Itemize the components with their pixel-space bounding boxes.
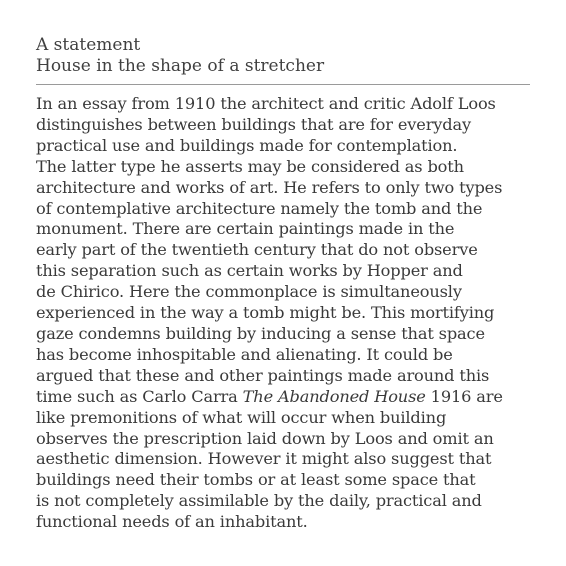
body-line: distinguishes between buildings that are for everyday (36, 114, 472, 134)
body-line: functional needs of an inhabitant. (36, 512, 308, 532)
body-line: gaze condemns building by inducing a sense that space (36, 323, 485, 343)
body-line: The latter type he asserts may be considered as both (36, 156, 464, 176)
body-line: architecture and works of art. He refers to only two types (36, 177, 503, 197)
body-line: monument. There are certain paintings made in the (36, 219, 455, 239)
body-line: this separation such as certain works by Hopper and (36, 261, 463, 281)
body-line: buildings need their tombs or at least some space that (36, 470, 476, 490)
statement-header (36, 35, 536, 77)
body-line: argued that these and other paintings made around this (36, 365, 490, 385)
body-line: observes the prescription laid down by Loos and omit an (36, 428, 494, 448)
body-line: of contemplative architecture namely the tomb and the (36, 198, 483, 218)
painting-title: The Abandoned House (242, 386, 426, 406)
statement-body (36, 94, 536, 533)
body-line: de Chirico. Here the commonplace is simultaneously (36, 282, 462, 302)
header-label: A statement (36, 35, 141, 55)
body-line: practical use and buildings made for contemplation. (36, 135, 458, 155)
carra-text-before: time such as Carlo Carra (36, 386, 243, 406)
body-line: aesthetic dimension. However it might also suggest that (36, 449, 492, 469)
header-divider (36, 84, 530, 85)
body-line: early part of the twentieth century that do not observe (36, 240, 478, 260)
statement-page (36, 35, 536, 533)
body-line: experienced in the way a tomb might be. This mortifying (36, 303, 495, 323)
body-line-carra (36, 387, 536, 408)
body-line: In an essay from 1910 the architect and critic Adolf Loos (36, 94, 496, 113)
body-line: has become inhospitable and alienating. It could be (36, 344, 453, 364)
carra-text-after: 1916 are (425, 386, 503, 406)
header-title: House in the shape of a stretcher (36, 56, 325, 76)
body-line: is not completely assimilable by the daily, practical and (36, 491, 482, 511)
body-line: like premonitions of what will occur when building (36, 407, 447, 427)
